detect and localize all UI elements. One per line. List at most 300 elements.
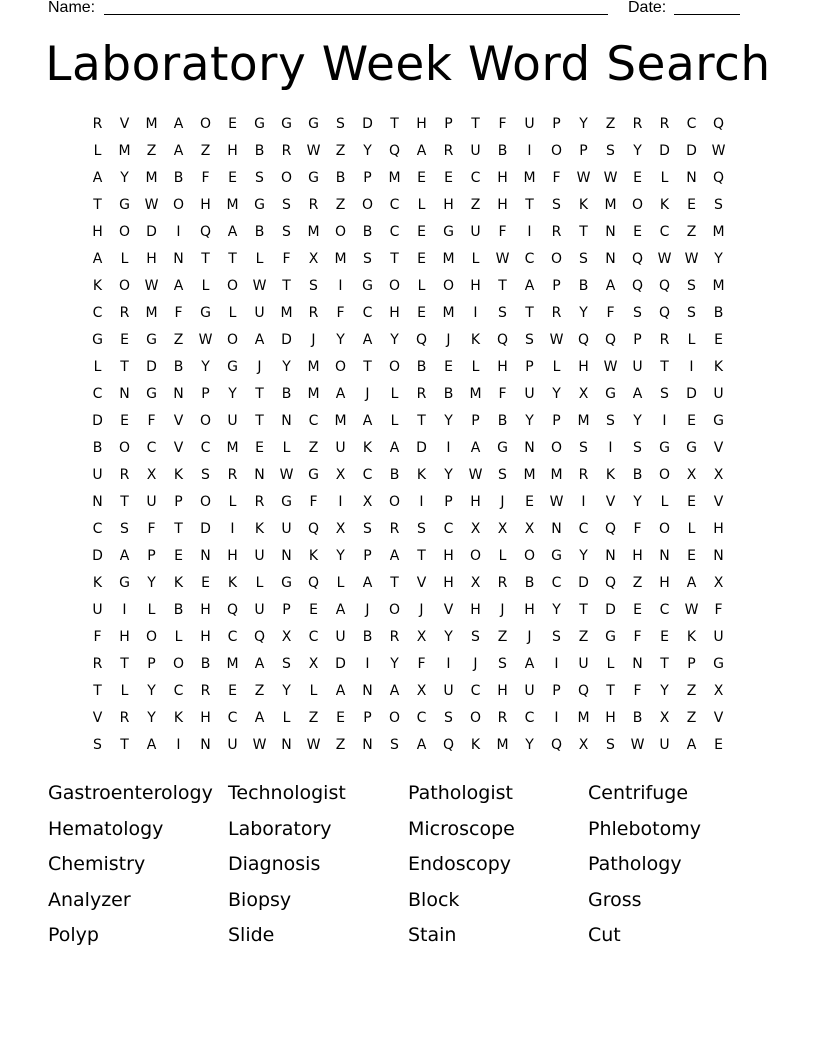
grid-letter: U [524,116,535,132]
grid-letter: L [147,602,156,618]
grid-letter: Q [253,629,266,645]
grid-letter: W [549,332,564,348]
grid-letter: G [713,413,724,429]
grid-letter: T [120,494,129,510]
grid-letter: A [119,548,130,564]
grid-letter: M [334,251,347,267]
word-list-item: Analyzer [48,888,131,911]
grid-letter: V [713,494,724,510]
grid-letter: K [254,521,265,537]
grid-letter: O [388,359,401,375]
grid-letter: E [633,224,642,240]
grid-letter: T [390,575,399,591]
grid-letter: P [147,656,156,672]
grid-letter: M [577,710,590,726]
grid-letter: A [524,656,535,672]
grid-letter: O [145,629,158,645]
grid-letter: P [363,710,372,726]
grid-letter: T [174,521,183,537]
grid-letter: Y [660,683,669,699]
grid-letter: H [146,251,157,267]
grid-letter: B [281,386,292,402]
grid-letter: Y [579,305,588,321]
grid-letter: T [417,548,426,564]
grid-letter: T [660,656,669,672]
grid-letter: F [282,251,291,267]
grid-letter: H [470,278,481,294]
grid-letter: D [281,332,292,348]
grid-letter: O [199,116,212,132]
grid-letter: G [686,440,697,456]
grid-letter: G [281,575,292,591]
grid-letter: Y [282,359,291,375]
grid-letter: C [200,440,211,456]
grid-letter: I [527,224,532,240]
date-blank-line [674,14,740,15]
grid-letter: N [119,386,130,402]
grid-letter: R [551,224,562,240]
grid-letter: X [578,386,589,402]
grid-letter: L [552,359,561,375]
grid-letter: P [363,548,372,564]
grid-letter: X [659,710,670,726]
grid-letter: N [92,494,103,510]
grid-letter: Q [415,332,428,348]
grid-letter: M [145,116,158,132]
grid-letter: C [443,521,454,537]
grid-letter: G [659,440,670,456]
grid-letter: Y [552,386,561,402]
grid-letter: F [633,629,642,645]
grid-letter: X [308,656,319,672]
grid-letter: G [146,332,157,348]
grid-letter: M [442,251,455,267]
grid-letter: N [659,548,670,564]
grid-letter: H [578,359,589,375]
grid-letter: K [92,278,103,294]
grid-letter: S [417,521,426,537]
grid-letter: S [363,251,372,267]
grid-letter: H [713,521,724,537]
grid-letter: W [549,494,564,510]
grid-letter: O [550,143,563,159]
grid-letter: G [281,494,292,510]
grid-letter: H [389,305,400,321]
grid-letter: U [146,494,157,510]
grid-letter: R [389,629,400,645]
grid-letter: T [120,737,129,753]
grid-letter: Y [363,143,372,159]
grid-letter: H [470,494,481,510]
grid-letter: Z [605,116,616,132]
grid-letter: F [714,602,723,618]
grid-letter: I [473,305,478,321]
word-list-item: Biopsy [228,888,292,911]
grid-letter: O [388,710,401,726]
grid-letter: Y [633,143,642,159]
grid-letter: M [145,305,158,321]
grid-letter: P [633,332,642,348]
grid-letter: E [525,494,534,510]
grid-letter: E [228,170,237,186]
grid-letter: E [201,575,210,591]
grid-letter: P [471,413,480,429]
grid-letter: C [173,683,184,699]
grid-letter: L [390,413,399,429]
grid-letter: W [279,467,294,483]
grid-letter: S [606,143,615,159]
grid-letter: I [446,656,451,672]
grid-letter: H [443,575,454,591]
grid-letter: B [362,629,373,645]
grid-letter: L [660,170,669,186]
grid-letter: G [551,548,562,564]
grid-letter: U [281,521,292,537]
grid-letter: V [92,710,103,726]
grid-letter: U [713,629,724,645]
grid-letter: F [417,656,426,672]
grid-letter: J [365,602,370,618]
grid-letter: Y [147,575,156,591]
grid-letter: X [335,467,346,483]
grid-letter: N [551,521,562,537]
grid-letter: Y [147,710,156,726]
grid-letter: G [308,116,319,132]
grid-letter: E [660,629,669,645]
grid-letter: A [524,278,535,294]
grid-letter: H [200,629,211,645]
grid-letter: Z [335,197,346,213]
grid-letter: B [578,278,589,294]
grid-letter: T [120,656,129,672]
grid-letter: S [633,305,642,321]
grid-letter: L [228,305,237,321]
grid-letter: H [416,116,427,132]
grid-letter: L [471,359,480,375]
grid-letter: S [687,305,696,321]
grid-letter: V [173,440,184,456]
grid-letter: O [388,494,401,510]
grid-letter: U [470,143,481,159]
worksheet-header [48,0,748,19]
grid-letter: Q [604,332,617,348]
grid-letter: B [254,143,265,159]
grid-letter: O [469,710,482,726]
grid-letter: Q [712,170,725,186]
grid-letter: F [552,170,561,186]
page-title: Laboratory Week Word Search [45,37,771,92]
grid-letter: M [307,224,320,240]
grid-letter: N [713,548,724,564]
grid-letter: F [606,305,615,321]
grid-letter: S [687,278,696,294]
grid-letter: C [92,305,103,321]
grid-letter: T [390,251,399,267]
grid-letter: R [416,386,427,402]
grid-letter: I [122,602,127,618]
grid-letter: B [497,413,508,429]
grid-letter: E [417,224,426,240]
word-list-item: Hematology [48,817,164,840]
grid-letter: R [227,467,238,483]
grid-letter: N [173,251,184,267]
grid-letter: A [686,737,697,753]
grid-letter: C [416,710,427,726]
grid-letter: S [498,656,507,672]
grid-letter: M [577,413,590,429]
grid-letter: I [446,440,451,456]
grid-letter: R [308,305,319,321]
grid-letter: Z [146,143,157,159]
grid-letter: R [119,467,130,483]
grid-letter: E [687,197,696,213]
grid-letter: D [200,521,211,537]
grid-letter: T [93,683,102,699]
grid-letter: A [362,413,373,429]
grid-letter: E [120,413,129,429]
grid-letter: G [308,467,319,483]
grid-letter: B [362,224,373,240]
grid-letter: U [443,683,454,699]
grid-letter: N [605,548,616,564]
grid-letter: Z [335,143,346,159]
grid-letter: C [227,629,238,645]
grid-letter: P [147,548,156,564]
grid-letter: E [228,683,237,699]
grid-letter: O [280,170,293,186]
grid-letter: M [334,413,347,429]
grid-letter: Y [390,656,399,672]
grid-letter: Y [633,413,642,429]
grid-letter: L [687,332,696,348]
grid-letter: A [362,332,373,348]
grid-letter: U [578,656,589,672]
grid-letter: S [282,656,291,672]
grid-letter: O [172,656,185,672]
grid-letter: Q [307,575,320,591]
grid-letter: Z [497,629,508,645]
grid-letter: Y [714,251,723,267]
grid-letter: Q [631,251,644,267]
grid-letter: S [498,305,507,321]
grid-letter: H [497,683,508,699]
grid-letter: S [93,737,102,753]
grid-letter: L [498,548,507,564]
grid-letter: N [524,440,535,456]
grid-letter: H [470,602,481,618]
grid-letter: E [417,251,426,267]
grid-letter: T [255,386,264,402]
grid-letter: U [227,413,238,429]
grid-letter: K [713,359,724,375]
word-list-item: Cut [588,924,621,946]
grid-letter: N [200,737,211,753]
grid-letter: B [335,170,346,186]
grid-letter: Y [147,683,156,699]
grid-letter: S [606,737,615,753]
grid-letter: Y [579,548,588,564]
grid-letter: R [443,143,454,159]
grid-letter: U [335,440,346,456]
grid-letter: U [632,359,643,375]
grid-letter: V [605,494,616,510]
grid-letter: Z [173,332,184,348]
grid-letter: L [390,386,399,402]
word-list-item: Pathology [588,853,682,875]
grid-letter: S [552,629,561,645]
grid-letter: H [200,197,211,213]
grid-letter: Q [604,521,617,537]
grid-letter: L [201,278,210,294]
grid-letter: S [525,332,534,348]
grid-letter: M [712,224,725,240]
grid-letter: O [469,548,482,564]
grid-letter: J [419,602,424,618]
grid-letter: N [632,656,643,672]
grid-letter: A [470,440,481,456]
grid-letter: W [144,197,159,213]
grid-letter: R [119,710,130,726]
grid-letter: H [497,359,508,375]
grid-letter: I [230,521,235,537]
grid-letter: L [93,143,102,159]
grid-letter: Q [658,305,671,321]
grid-letter: T [579,224,588,240]
grid-letter: R [497,710,508,726]
grid-letter: C [470,683,481,699]
grid-letter: G [92,332,103,348]
grid-letter: X [713,467,724,483]
grid-letter: V [416,575,427,591]
grid-letter: X [713,683,724,699]
word-list-item: Polyp [48,924,99,946]
grid-letter: Q [604,575,617,591]
grid-letter: H [443,197,454,213]
grid-letter: Q [631,278,644,294]
grid-letter: D [92,413,103,429]
grid-letter: T [255,413,264,429]
grid-letter: W [657,251,672,267]
grid-letter: W [684,602,699,618]
grid-letter: S [255,170,264,186]
grid-letter: S [336,116,345,132]
grid-letter: M [523,467,536,483]
grid-letter: D [335,656,346,672]
grid-letter: A [389,548,400,564]
grid-letter: G [146,386,157,402]
grid-letter: U [254,548,265,564]
grid-letter: G [443,224,454,240]
grid-letter: G [308,170,319,186]
grid-letter: R [254,494,265,510]
grid-letter: V [443,602,454,618]
grid-letter: L [606,656,615,672]
grid-letter: G [254,116,265,132]
grid-letter: S [444,710,453,726]
grid-letter: F [336,305,345,321]
grid-letter: D [686,386,697,402]
grid-letter: W [144,278,159,294]
grid-letter: J [473,656,478,672]
grid-letter: J [527,629,532,645]
grid-letter: C [146,440,157,456]
grid-letter: X [497,521,508,537]
grid-letter: W [711,143,726,159]
grid-letter: R [578,467,589,483]
grid-letter: N [200,548,211,564]
grid-letter: Q [577,332,590,348]
grid-letter: T [660,359,669,375]
grid-letter: L [120,683,129,699]
word-list-item: Block [408,888,460,911]
grid-letter: H [497,170,508,186]
grid-letter: C [551,575,562,591]
grid-letter: L [309,683,318,699]
grid-letter: Z [254,683,265,699]
grid-letter: P [282,602,291,618]
word-list-item: Microscope [408,817,515,840]
grid-letter: Y [444,629,453,645]
grid-letter: R [497,575,508,591]
grid-letter: H [227,143,238,159]
grid-letter: X [416,629,427,645]
grid-letter: R [92,656,103,672]
grid-letter: K [173,575,184,591]
grid-letter: Z [200,143,211,159]
grid-letter: R [119,305,130,321]
grid-letter: X [470,521,481,537]
grid-letter: B [713,305,724,321]
word-list-item: Laboratory [228,817,332,840]
word-list-item: Slide [228,924,275,946]
grid-letter: U [254,602,265,618]
grid-letter: K [470,332,481,348]
grid-letter: X [686,467,697,483]
grid-letter: D [416,440,427,456]
grid-letter: S [633,440,642,456]
grid-letter: Z [686,683,697,699]
grid-letter: Z [308,710,319,726]
grid-letter: A [173,116,184,132]
grid-letter: M [523,170,536,186]
grid-letter: J [257,359,262,375]
grid-letter: W [252,278,267,294]
grid-letter: P [444,494,453,510]
grid-letter: H [605,710,616,726]
grid-letter: W [495,251,510,267]
grid-letter: E [174,548,183,564]
grid-letter: L [255,575,264,591]
grid-letter: I [338,494,343,510]
grid-letter: X [713,575,724,591]
grid-letter: W [198,332,213,348]
grid-letter: U [713,386,724,402]
grid-letter: T [417,413,426,429]
grid-letter: H [443,548,454,564]
grid-letter: R [281,143,292,159]
grid-letter: D [686,143,697,159]
grid-letter: G [605,386,616,402]
grid-letter: T [471,116,480,132]
grid-letter: F [174,305,183,321]
grid-letter: P [174,494,183,510]
grid-letter: C [686,116,697,132]
grid-letter: B [632,467,643,483]
grid-letter: H [632,548,643,564]
grid-letter: K [416,467,427,483]
grid-letter: S [309,278,318,294]
grid-letter: R [389,521,400,537]
